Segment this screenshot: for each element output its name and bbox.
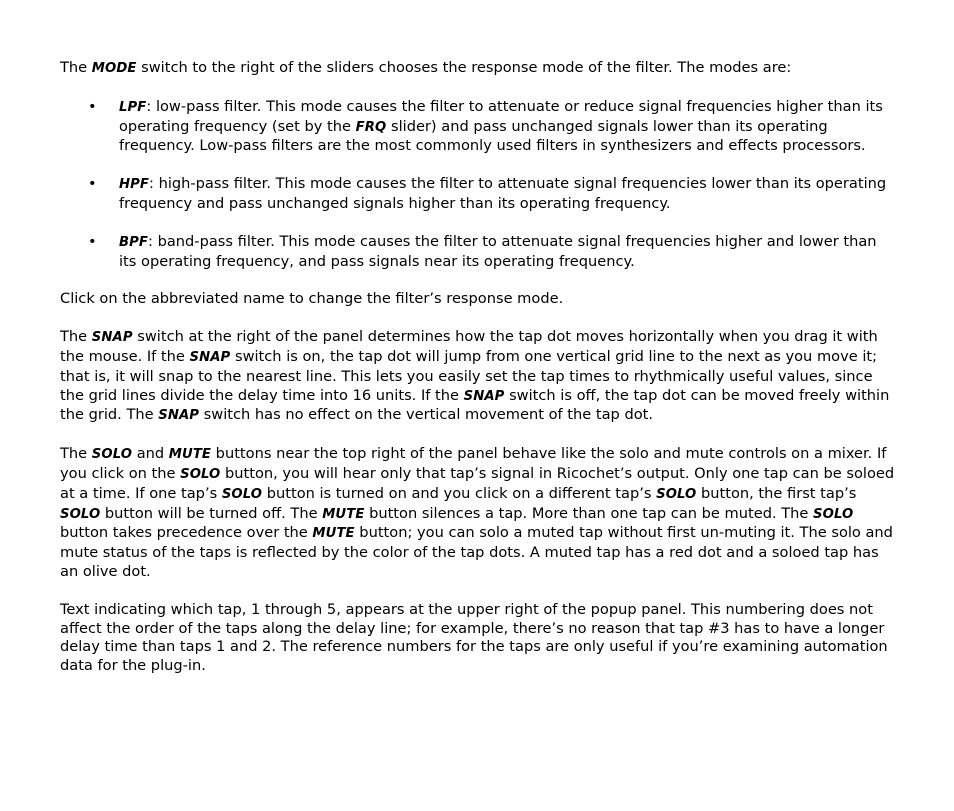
text-run: The [60, 328, 92, 346]
solo-term: SOLO [221, 486, 263, 502]
filter-modes-list [60, 98, 896, 272]
snap-term: SNAP [158, 408, 200, 424]
solo-term: SOLO [60, 506, 101, 522]
tap-numbering-paragraph: Text indicating which tap, 1 through 5, appears at the upper right of the popup panel. This numbering does not affect the order of the taps along the delay line; for example, there’s no reason that tap #3 has to have a longer delay time than taps 1 and 2. The reference numbers for the taps are only useful if you’re examining automation data for the plug-in. [60, 600, 888, 675]
text-run: The [60, 445, 92, 463]
list-item-bpf [60, 233, 896, 272]
solo-term: SOLO [656, 486, 697, 502]
text-run: : band-pass filter. This mode causes the filter to attenuate signal frequencies higher and lower than its operating frequency, and pass signals near its operating frequency. [119, 232, 877, 270]
text-run: buttons near the top right of the panel behave like the solo and mute controls on a mixer. If you click on the [60, 445, 887, 482]
text-run: and [132, 445, 169, 463]
solo-term: SOLO [813, 506, 854, 522]
hpf-term: HPF [119, 177, 150, 193]
text-run: switch to the right of the sliders chooses the response mode of the filter. The modes are: [136, 59, 792, 76]
text-run: : high-pass filter. This mode causes the filter to attenuate signal frequencies lower than its operating frequency and pass unchanged signals higher than its operating frequency. [119, 175, 887, 212]
text-run: button, you will hear only that tap’s signal in Ricochet’s output. Only one tap can be soloed at a time. If one tap’s [60, 464, 895, 502]
snap-term: SNAP [189, 349, 231, 365]
list-item-hpf [60, 175, 896, 214]
solo-mute-paragraph [60, 445, 896, 582]
bpf-term: BPF [119, 234, 149, 250]
mute-term: MUTE [168, 447, 212, 463]
frq-term: FRQ [355, 119, 387, 135]
list-item-lpf [60, 98, 896, 156]
snap-term: SNAP [463, 388, 505, 404]
text-run: switch at the right of the panel determines how the tap dot moves horizontally when you drag it with the mouse. If the [60, 328, 878, 365]
text-run: switch is off, the tap dot can be moved freely within the grid. The [60, 386, 890, 424]
text-run: slider) and pass unchanged signals lower than its operating frequency. Low-pass filters are the most commonly used filters in synthesizers and effects processors. [119, 117, 866, 155]
solo-term: SOLO [180, 466, 221, 482]
snap-paragraph [60, 328, 896, 426]
text-run: The [60, 59, 92, 76]
text-run: button; you can solo a muted tap without first un-muting it. The solo and mute status of the taps is reflected by the color of the tap dots. A muted tap has a red dot and a soloed tap has an olive dot. [60, 524, 893, 580]
mute-term: MUTE [312, 526, 355, 542]
text-run: button, the first tap’s [696, 484, 857, 502]
text-run: button silences a tap. More than one tap can be muted. The [364, 504, 814, 522]
text-run: switch has no effect on the vertical movement of the tap dot. [199, 406, 653, 424]
text-run: : low-pass filter. This mode causes the filter to attenuate or reduce signal frequencies higher than its operating frequency (set by the [119, 97, 883, 135]
response-mode-paragraph: Click on the abbreviated name to change the filter’s response mode. [60, 290, 564, 308]
snap-term: SNAP [91, 330, 133, 346]
text-run: switch is on, the tap dot will jump from one vertical grid line to the next as you move it; that is, it will snap to the nearest line. This lets you easily set the tap times to rhythmically useful values, since the grid lines divide the delay time into 16 units. If the [60, 347, 878, 404]
text-run: button will be turned off. The [100, 504, 323, 522]
text-run: button is turned on and you click on a different tap’s [262, 484, 657, 502]
mode-term: MODE [91, 61, 137, 76]
text-run: button takes precedence over the [60, 524, 313, 542]
solo-term: SOLO [91, 447, 133, 463]
lpf-term: LPF [119, 99, 147, 115]
document-body [60, 59, 896, 695]
mute-term: MUTE [322, 506, 365, 522]
mode-intro-paragraph [60, 59, 896, 79]
